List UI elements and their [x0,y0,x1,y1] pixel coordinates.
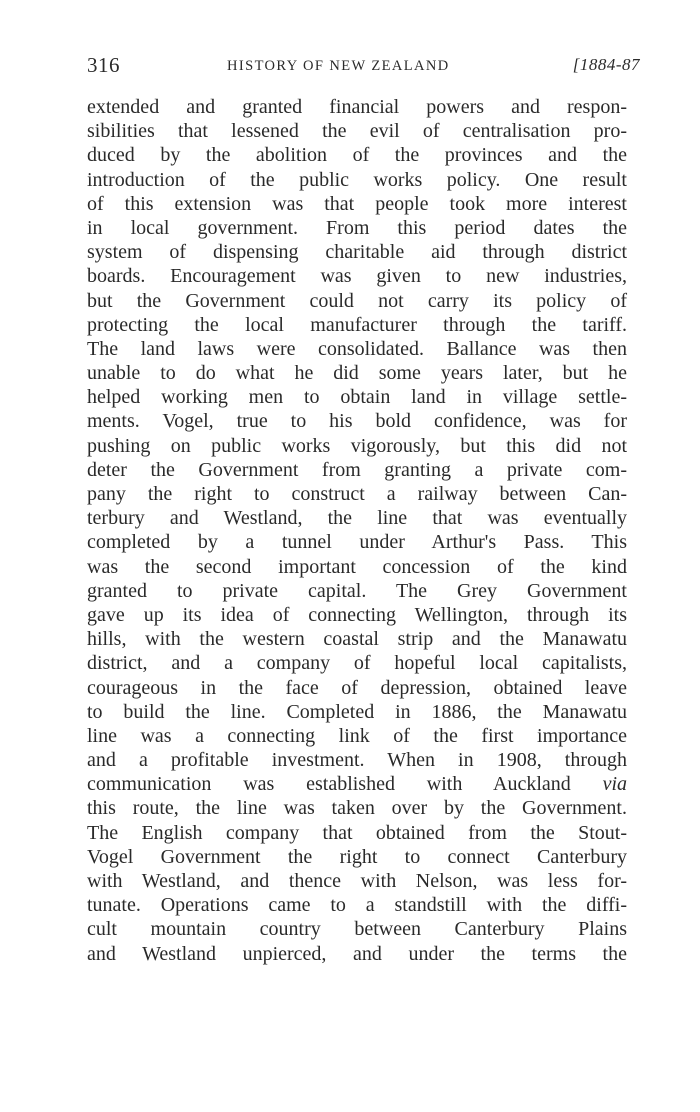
text-line: granted to private capital. The Grey Government [87,579,627,602]
text-line: to build the line. Completed in 1886, the Manawatu [87,700,627,723]
running-header [87,53,640,83]
text-line: helped working men to obtain land in village settle- [87,386,627,409]
text-line: deter the Government from granting a private com- [87,458,627,481]
text-line: hills, with the western coastal strip and the Manawatu [87,628,627,651]
text-line: pushing on public works vigorously, but this did not [87,434,627,457]
text-line: this route, the line was taken over by the Government. [87,797,627,820]
text-line-part: communication was established with Auckland [87,773,571,796]
text-line [87,772,627,796]
text-line: boards. Encouragement was given to new industries, [87,265,627,288]
text-line: of this extension was that people took more interest [87,192,627,215]
text-line: in local government. From this period dates the [87,216,627,239]
text-line: ments. Vogel, true to his bold confidence, was for [87,410,627,433]
text-line: completed by a tunnel under Arthur's Pass. This [87,531,627,554]
text-line: tunate. Operations came to a standstill with the diffi- [87,894,627,917]
text-line: protecting the local manufacturer through the tariff. [87,313,627,336]
page-number: 316 [87,53,120,77]
text-line: cult mountain country between Canterbury Plains [87,918,627,941]
text-line: extended and granted financial powers and respon- [87,96,627,118]
text-line: terbury and Westland, the line that was eventually [87,507,627,530]
text-line: line was a connecting link of the first importance [87,724,627,747]
text-line: courageous in the face of depression, obtained leave [87,676,627,699]
text-line: duced by the abolition of the provinces and the [87,144,627,167]
text-line: system of dispensing charitable aid through district [87,241,627,264]
text-line: but the Government could not carry its policy of [87,289,627,312]
text-line: unable to do what he did some years later, but he [87,362,627,385]
text-line: introduction of the public works policy. One result [87,168,627,191]
text-line: sibilities that lessened the evil of centralisation pro- [87,120,627,143]
text-line: pany the right to construct a railway between Can- [87,483,627,505]
text-line: The land laws were consolidated. Ballance was then [87,337,627,360]
text-line: The English company that obtained from the Stout- [87,821,627,844]
text-line: and a profitable investment. When in 1908, through [87,749,627,772]
body-text [87,95,627,966]
text-line: gave up its idea of connecting Wellington, through its [87,603,627,626]
text-line: Vogel Government the right to connect Canterbury [87,845,627,868]
running-title: HISTORY OF NEW ZEALAND [227,58,450,74]
text-line: was the second important concession of the kind [87,555,627,578]
italic-word: via [602,773,628,796]
text-line: with Westland, and thence with Nelson, was less for- [87,870,627,892]
text-line: district, and a company of hopeful local capitalists, [87,652,627,675]
text-line: and Westland unpierced, and under the terms the [87,942,627,965]
date-range: [1884-87 [572,55,640,74]
